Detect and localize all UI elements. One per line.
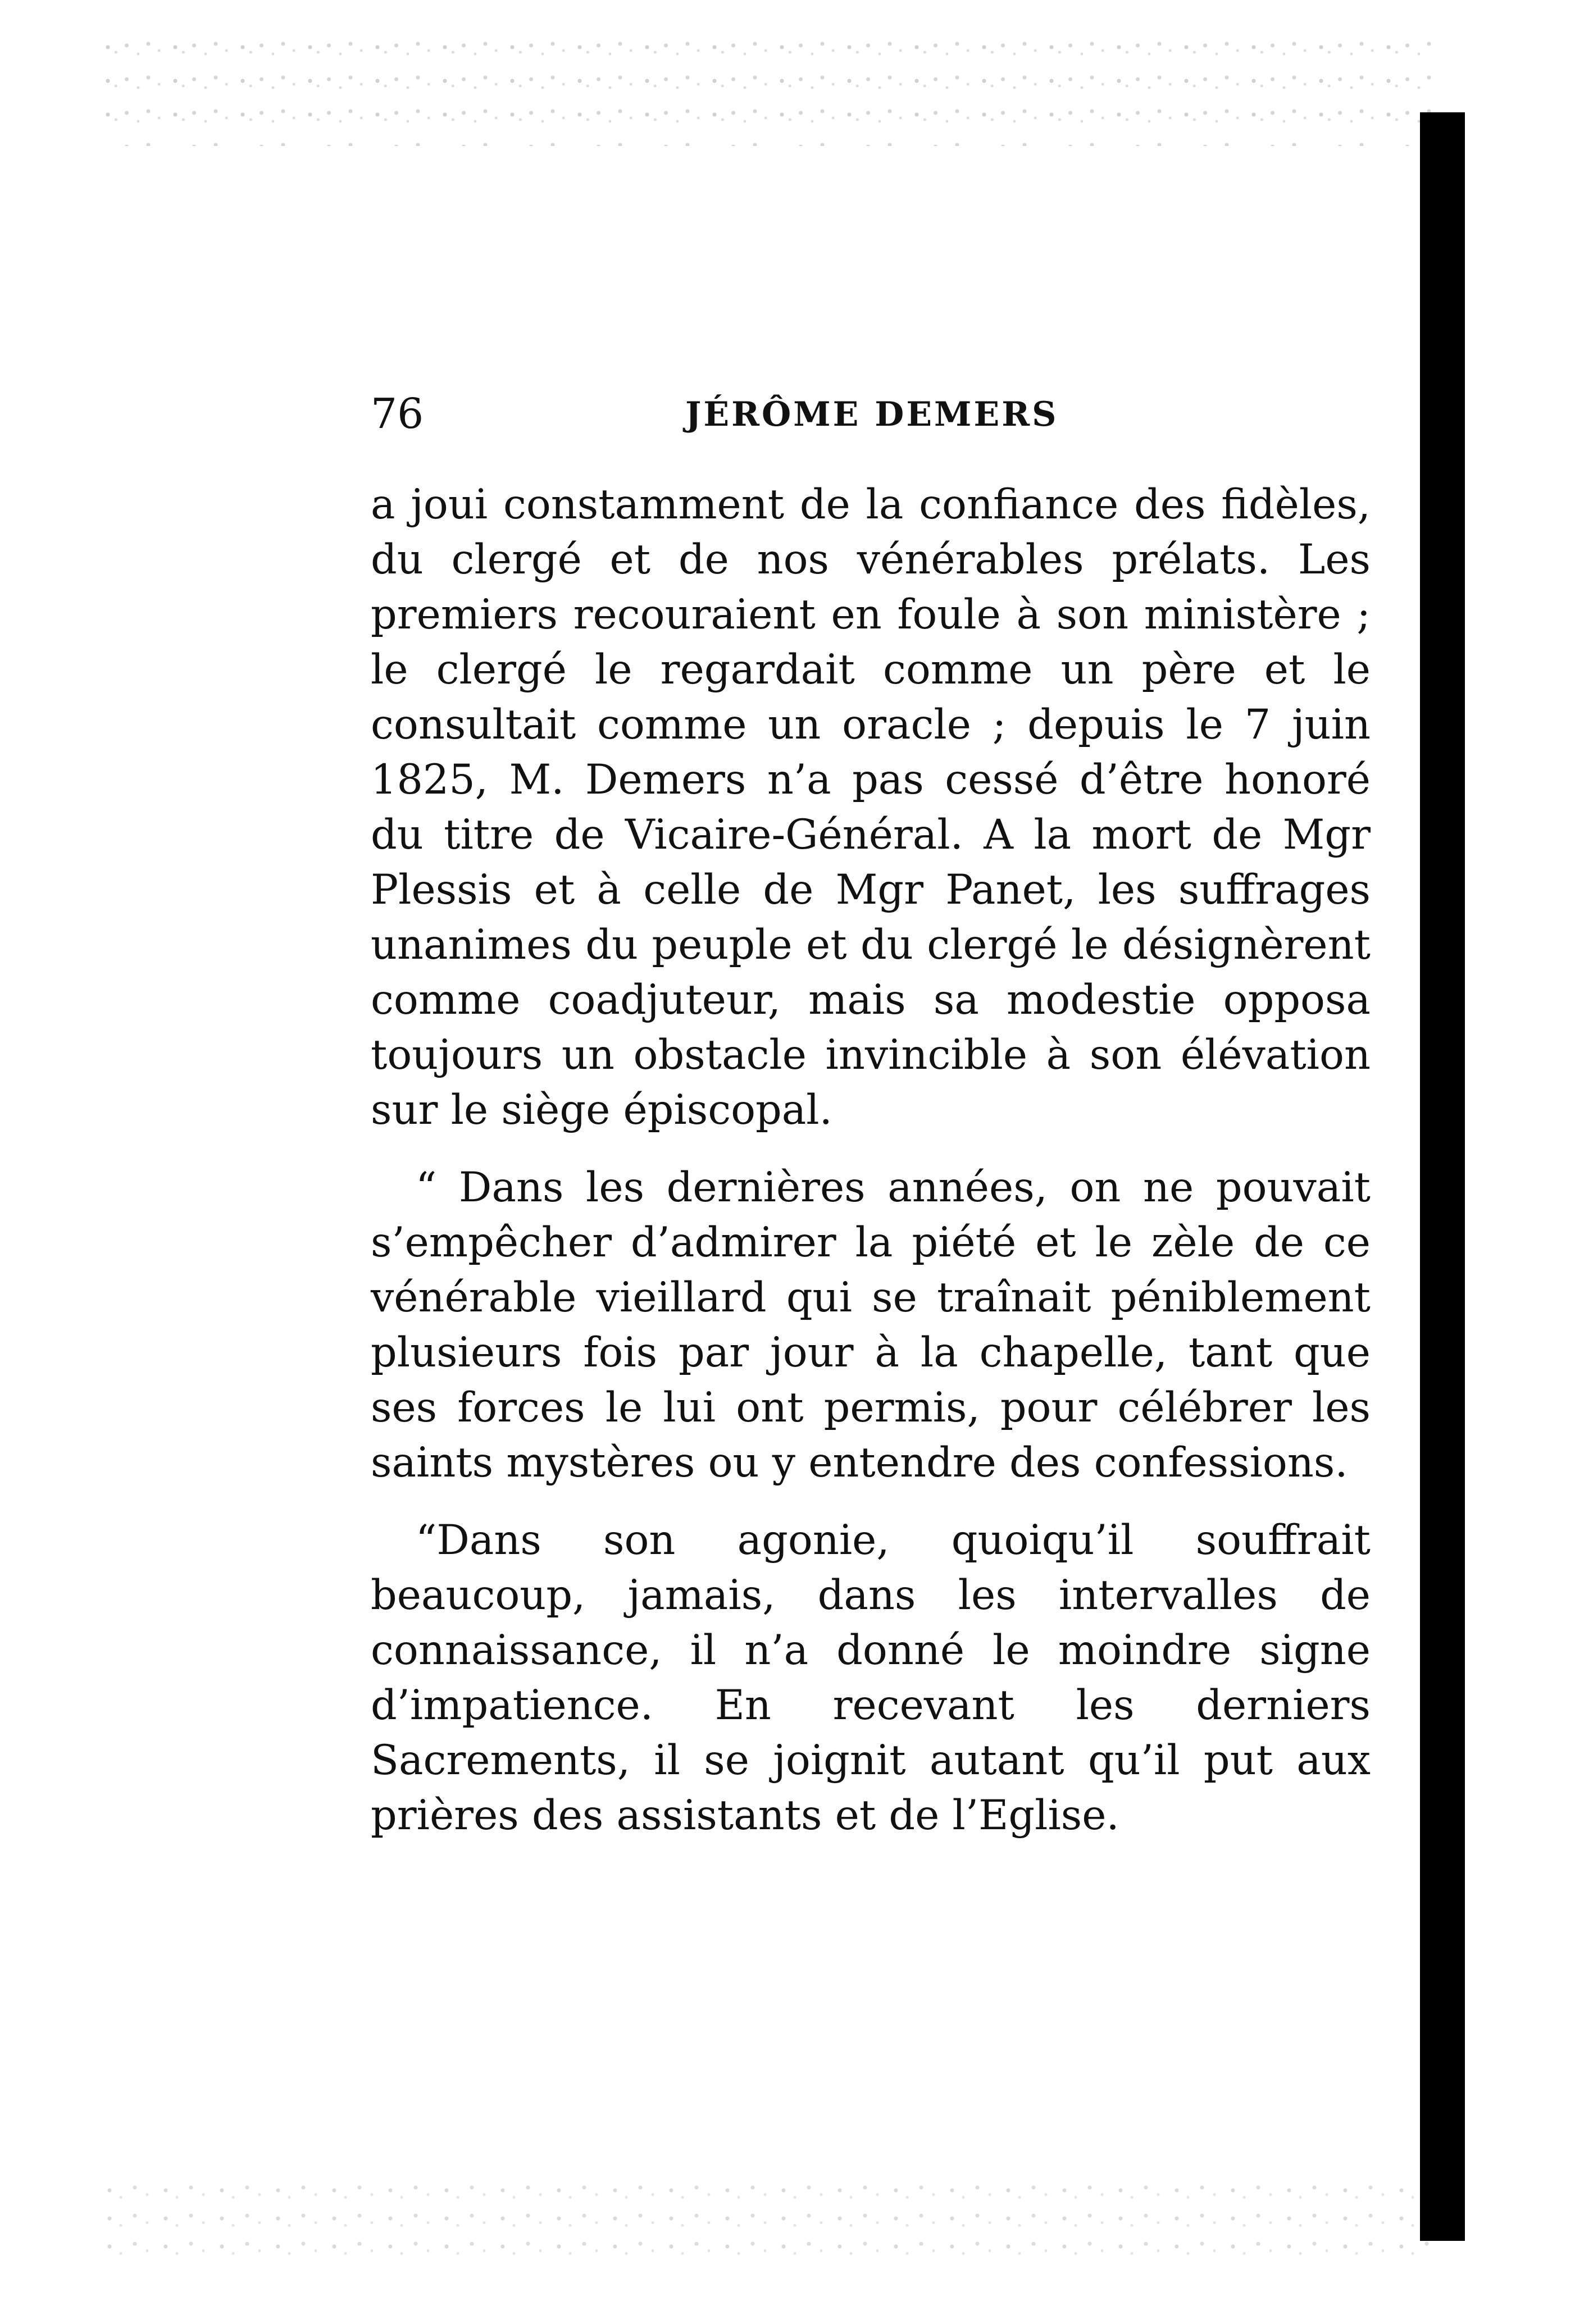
page-number: 76 xyxy=(371,390,424,438)
adjacent-page-edge xyxy=(1465,0,1575,2324)
scan-noise-top xyxy=(101,34,1438,146)
body-text xyxy=(371,477,1371,1843)
scan-noise-bottom xyxy=(101,2179,1438,2263)
running-head xyxy=(371,390,1371,444)
paragraph-2: “ Dans les dernières années, on ne pouvait s’empêcher d’admirer la piété et le zèle de ce vénérable vieillard qui se traînait péniblement plusieurs fois par jour à la chapelle, tant que ses forces le lui ont permis, pour célébrer les saints mystères ou y entendre des confessions. xyxy=(371,1164,1371,1487)
binding-gutter-shadow xyxy=(1420,112,1465,2241)
running-title: JÉRÔME DEMERS xyxy=(685,395,1059,434)
paragraph-3: “Dans son agonie, quoiqu’il souffrait beaucoup, jamais, dans les intervalles de connaissance, il n’a donné le moindre signe d’impatience. En recevant les derniers Sacrements, il se joignit autant qu’il put aux prières des assistants et de l’Eglise. xyxy=(371,1516,1371,1839)
paragraph-1: a joui constamment de la confiance des fidèles, du clergé et de nos vénérables prélats. Les premiers recouraient en foule à son ministère ; le clergé le regardait comme un père et le consultait comme un oracle ; depuis le 7 juin 1825, M. Demers n’a pas cessé d’être honoré du titre de Vicaire-Général. A la mort de Mgr Plessis et à celle de Mgr Panet, les suffrages unanimes du peuple et du clergé le désignèrent comme coadjuteur, mais sa modestie opposa toujours un obstacle invincible à son élévation sur le siège épiscopal. xyxy=(371,481,1371,1134)
